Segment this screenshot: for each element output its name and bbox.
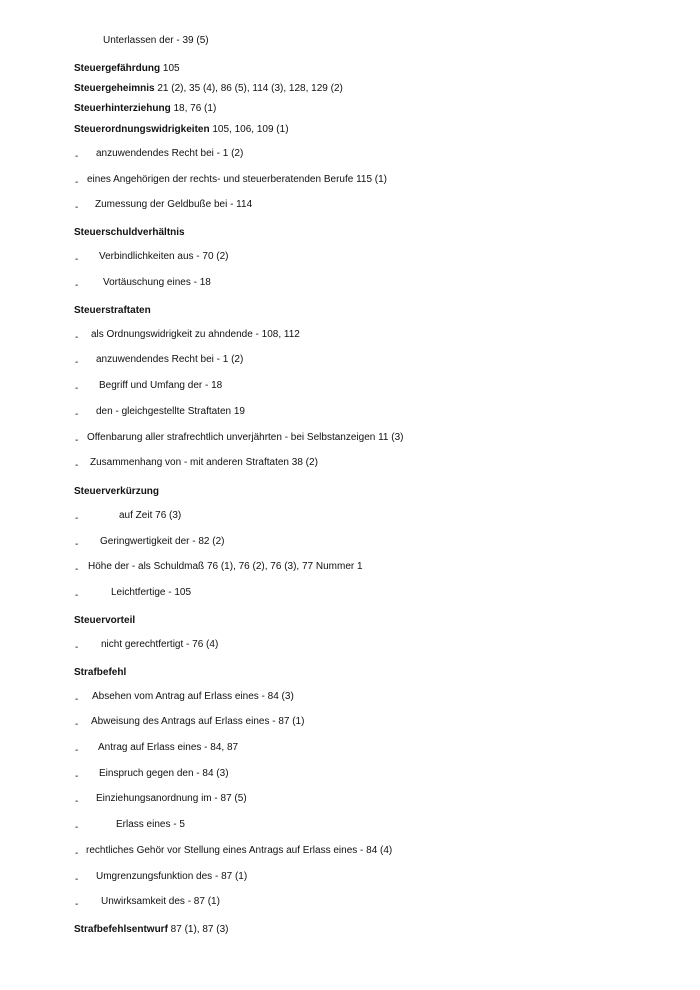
dash-marker: -	[75, 202, 79, 213]
index-entry-head: Steuerverkürzung	[74, 486, 160, 497]
index-subentry: anzuwendendes Recht bei - 1 (2)	[96, 148, 244, 159]
dash-marker: -	[75, 848, 79, 859]
index-entry-refs: 18, 76 (1)	[170, 103, 217, 114]
dash-marker: -	[75, 771, 79, 782]
index-subentry: rechtliches Gehör vor Stellung eines Antrags auf Erlass eines - 84 (4)	[86, 845, 393, 856]
index-entry	[74, 924, 229, 936]
index-entry-head: Steuerordnungswidrigkeiten	[74, 124, 210, 135]
index-entry	[74, 615, 135, 627]
dash-marker: -	[75, 383, 79, 394]
index-subentry: Leichtfertige - 105	[111, 587, 192, 598]
index-subentry: Begriff und Umfang der - 18	[99, 380, 223, 391]
index-subentry: Offenbarung aller strafrechtlich unverjährten - bei Selbstanzeigen 11 (3)	[87, 432, 404, 443]
dash-marker: -	[75, 874, 79, 885]
index-entry-head: Steuerschuldverhältnis	[74, 227, 185, 238]
dash-marker: -	[75, 177, 79, 188]
index-entry	[74, 305, 151, 317]
index-entry-head: Strafbefehl	[74, 667, 127, 678]
dash-marker: -	[75, 642, 79, 653]
index-subentry: Verbindlichkeiten aus - 70 (2)	[99, 251, 229, 262]
index-subentry: Unterlassen der - 39 (5)	[103, 35, 209, 46]
index-subentry: Einziehungsanordnung im - 87 (5)	[96, 793, 247, 804]
dash-marker: -	[75, 357, 79, 368]
dash-marker: -	[75, 254, 79, 265]
index-entry-head: Steuervorteil	[74, 615, 136, 626]
index-subentry: Umgrenzungsfunktion des - 87 (1)	[96, 871, 248, 882]
dash-marker: -	[75, 719, 79, 730]
index-entry-refs: 87 (1), 87 (3)	[167, 924, 229, 935]
index-subentry: Absehen vom Antrag auf Erlass eines - 84 (3)	[92, 691, 294, 702]
index-subentry: anzuwendendes Recht bei - 1 (2)	[96, 354, 244, 365]
index-entry	[74, 667, 126, 679]
index-entry-refs: 105, 106, 109 (1)	[209, 124, 289, 135]
index-subentry: Unwirksamkeit des - 87 (1)	[101, 896, 220, 907]
dash-marker: -	[75, 460, 79, 471]
index-entry	[74, 103, 216, 115]
index-subentry: Antrag auf Erlass eines - 84, 87	[98, 742, 239, 753]
index-subentry: als Ordnungswidrigkeit zu ahndende - 108, 112	[91, 329, 300, 340]
index-subentry: Höhe der - als Schuldmaß 76 (1), 76 (2), 76 (3), 77 Nummer 1	[88, 561, 363, 572]
dash-marker: -	[75, 899, 79, 910]
dash-marker: -	[75, 694, 79, 705]
dash-marker: -	[75, 332, 79, 343]
dash-marker: -	[75, 590, 79, 601]
index-subentry: nicht gerechtfertigt - 76 (4)	[101, 639, 219, 650]
index-entry-head: Steuerhinterziehung	[74, 103, 171, 114]
dash-marker: -	[75, 435, 79, 446]
dash-marker: -	[75, 539, 79, 550]
index-subentry: Einspruch gegen den - 84 (3)	[99, 768, 229, 779]
dash-marker: -	[75, 745, 79, 756]
index-entry-head: Steuergefährdung	[74, 63, 161, 74]
index-entry-refs: 105	[160, 63, 180, 74]
dash-marker: -	[75, 513, 79, 524]
index-subentry: eines Angehörigen der rechts- und steuerberatenden Berufe 115 (1)	[87, 174, 388, 185]
index-subentry: auf Zeit 76 (3)	[119, 510, 182, 521]
index-subentry: Erlass eines - 5	[116, 819, 185, 830]
index-entry-head: Strafbefehlsentwurf	[74, 924, 168, 935]
index-entry	[74, 63, 180, 75]
dash-marker: -	[75, 409, 79, 420]
index-subentry: Vortäuschung eines - 18	[103, 277, 211, 288]
index-entry-head: Steuerstraftaten	[74, 305, 151, 316]
index-entry	[74, 486, 159, 498]
index-subentry: Zusammenhang von - mit anderen Straftaten 38 (2)	[90, 457, 318, 468]
dash-marker: -	[75, 564, 79, 575]
index-entry-head: Steuergeheimnis	[74, 83, 155, 94]
dash-marker: -	[75, 280, 79, 291]
index-subentry: Zumessung der Geldbuße bei - 114	[95, 199, 253, 210]
index-entry-refs: 21 (2), 35 (4), 86 (5), 114 (3), 128, 129 (2)	[154, 83, 343, 94]
index-subentry: den - gleichgestellte Straftaten 19	[96, 406, 245, 417]
index-entry	[74, 124, 289, 136]
dash-marker: -	[75, 822, 79, 833]
index-entry	[74, 227, 185, 239]
index-subentry: Abweisung des Antrags auf Erlass eines - 87 (1)	[91, 716, 305, 727]
index-subentry: Geringwertigkeit der - 82 (2)	[100, 536, 225, 547]
dash-marker: -	[75, 796, 79, 807]
index-entry	[74, 83, 343, 95]
dash-marker: -	[75, 151, 79, 162]
